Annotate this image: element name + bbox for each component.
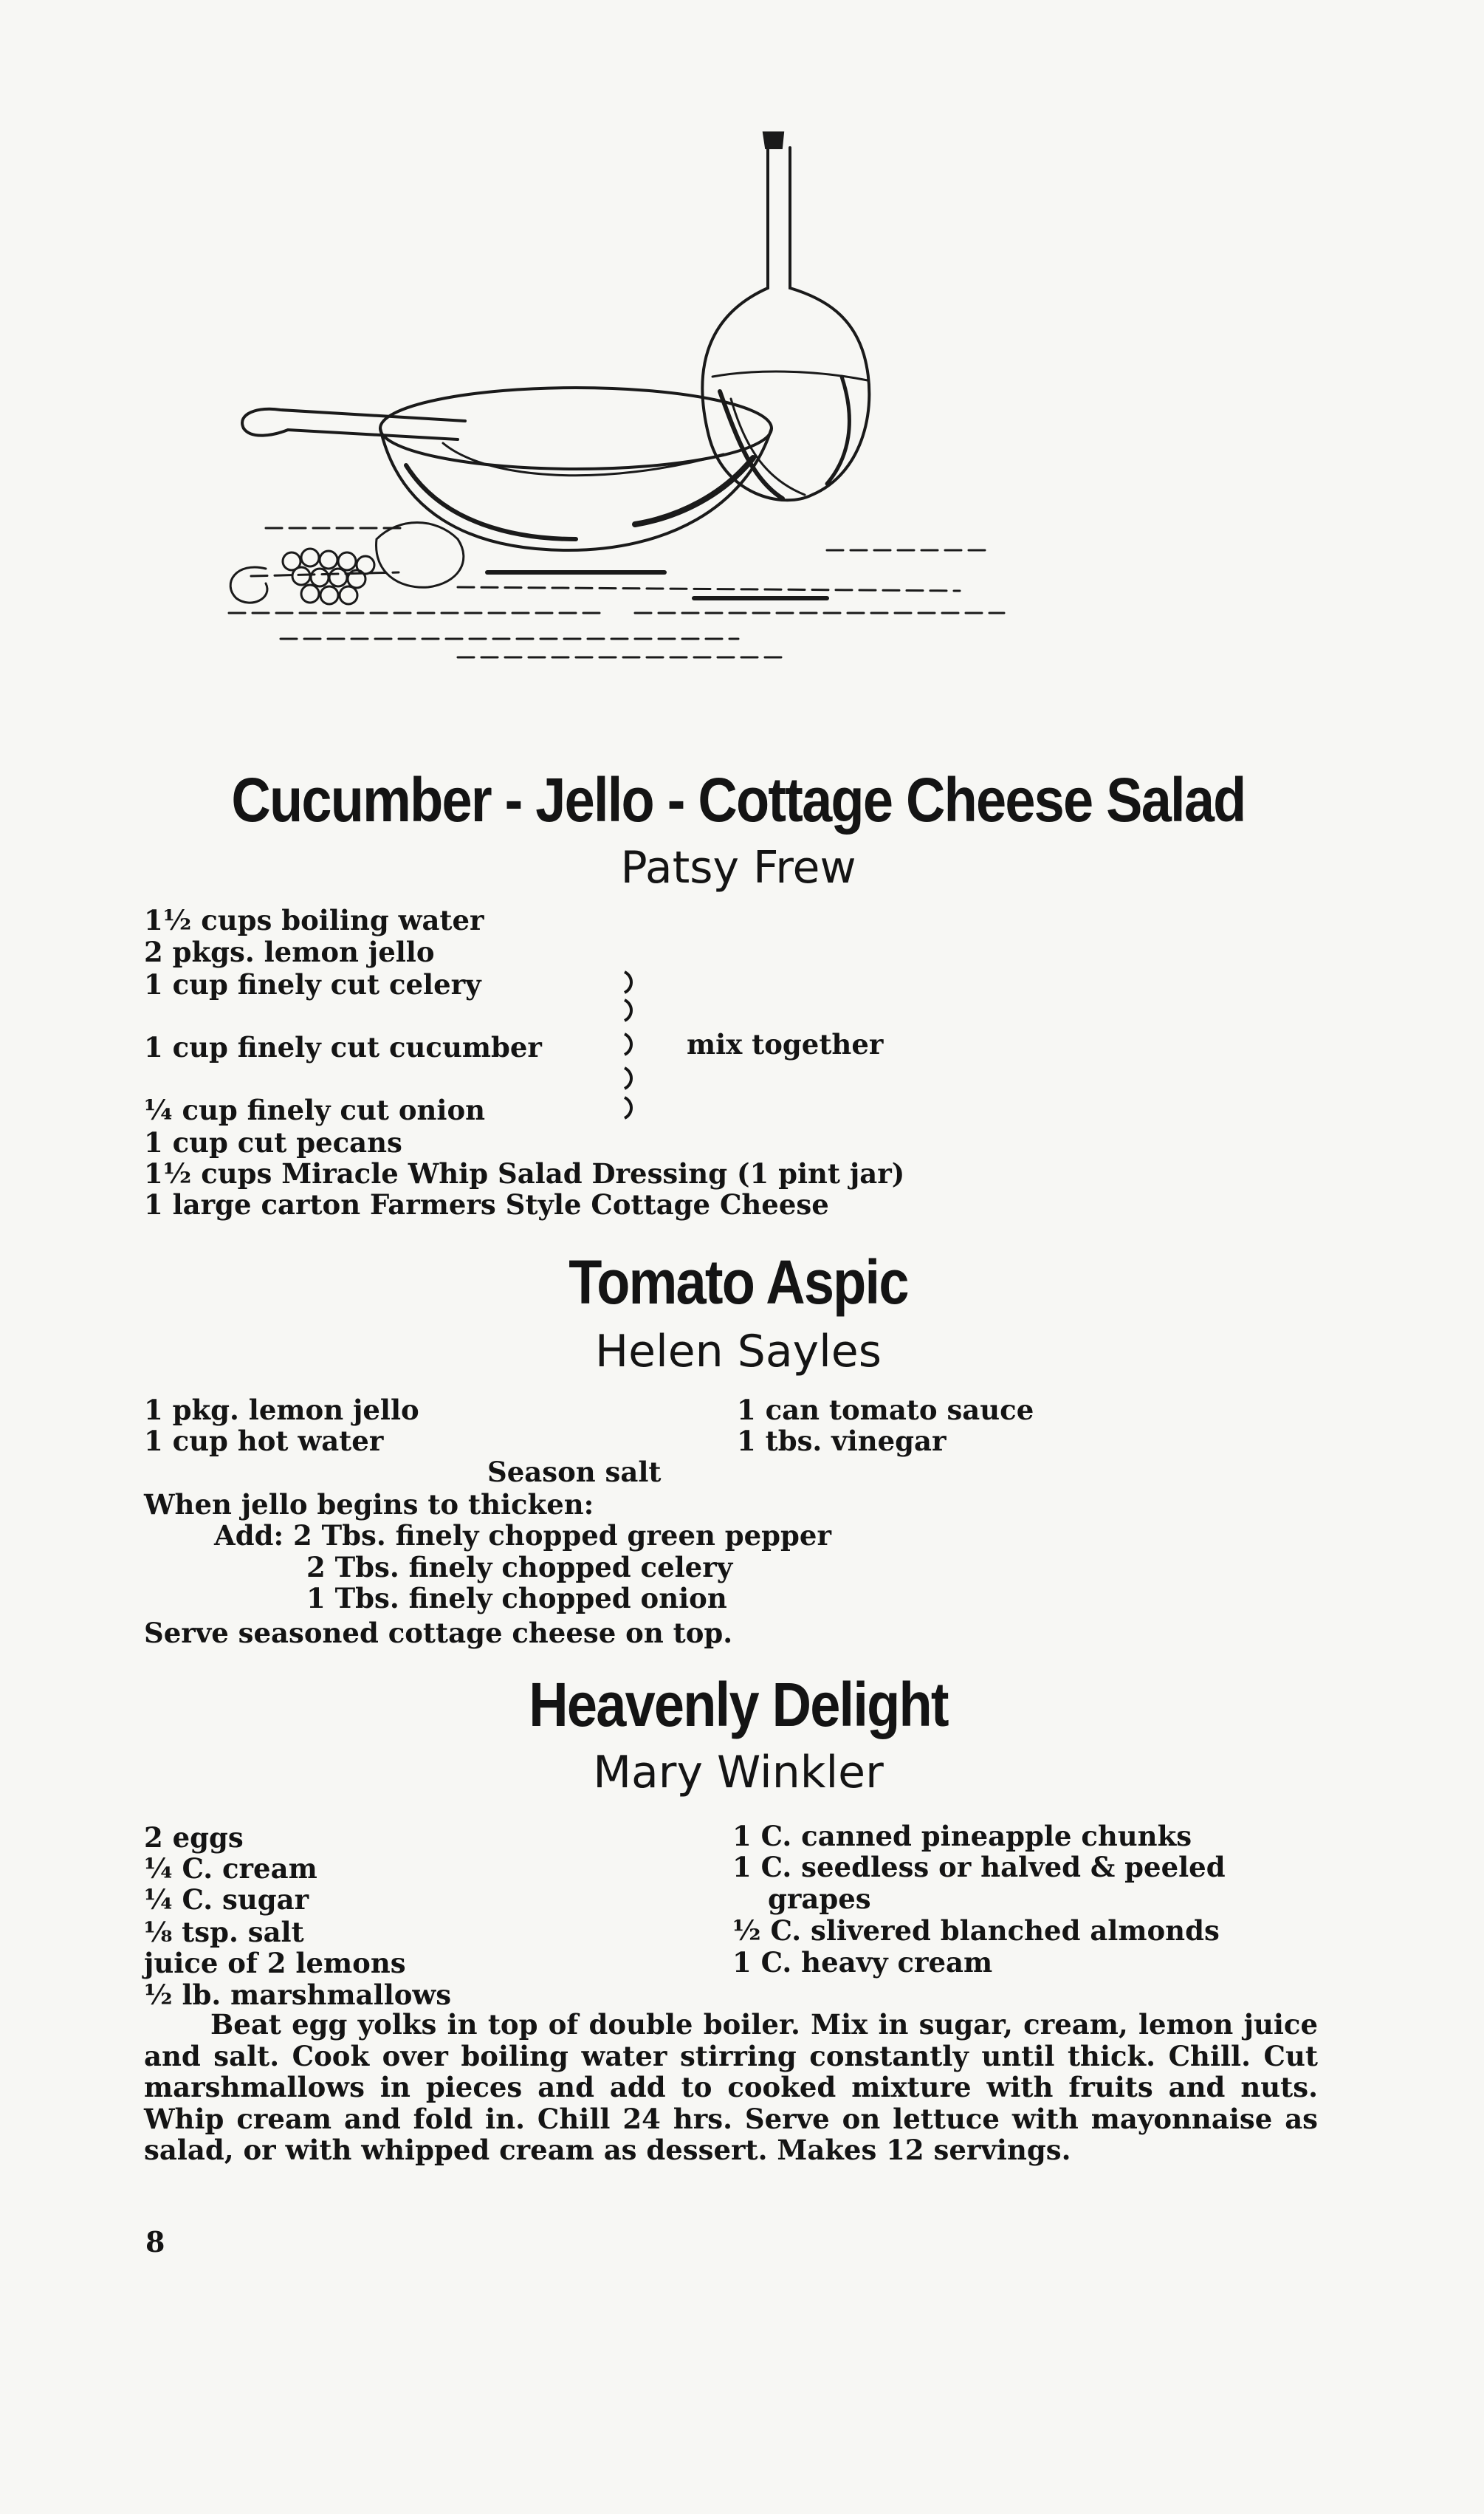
ingredient-line: 1 C. seedless or halved & peeled bbox=[732, 1851, 1226, 1883]
ingredient-line: 1 C. heavy cream bbox=[732, 1946, 993, 1979]
recipe-author: Helen Sayles bbox=[595, 1326, 882, 1377]
ingredient-line: juice of 2 lemons bbox=[144, 1947, 406, 1979]
instruction-line: When jello begins to thicken: bbox=[144, 1488, 594, 1521]
ingredient-line: ½ lb. marshmallows bbox=[144, 1979, 452, 2011]
bracket-note: mix together bbox=[687, 1028, 884, 1061]
grapes-icon bbox=[230, 523, 464, 605]
recipe-title: Cucumber - Jello - Cottage Cheese Salad bbox=[231, 765, 1246, 835]
directions-paragraph: Beat egg yolks in top of double boiler. Mix in sugar, cream, lemon juice and salt. Cook over boiling water stirring constantly until thick. Chill. Cut marshmallows in pieces and add to cooked mixture with fruits and nuts. Whip cream and fold in. Chill 24 hrs. Serve on lettuce with mayonnaise as salad, or with whipped cream as dessert. Makes 12 servings. bbox=[144, 2008, 1318, 2166]
ingredient-line: ¼ C. cream bbox=[144, 1852, 317, 1885]
ingredient-line: 2 pkgs. lemon jello bbox=[144, 936, 435, 968]
ingredient-line: grapes bbox=[768, 1883, 871, 1915]
ingredient-line: 1 tbs. vinegar bbox=[737, 1425, 947, 1457]
bottle-icon bbox=[702, 133, 869, 500]
ingredient-line: 1 C. canned pineapple chunks bbox=[732, 1820, 1192, 1852]
recipe-author: Mary Winkler bbox=[593, 1747, 884, 1798]
ingredient-line: ⅛ tsp. salt bbox=[144, 1916, 304, 1948]
ingredient-line: ¼ cup finely cut onion bbox=[144, 1094, 486, 1126]
kitchen-illustration bbox=[221, 126, 1019, 679]
ingredient-line: ½ C. slivered blanched almonds bbox=[732, 1914, 1220, 1947]
ingredient-line: 1 can tomato sauce bbox=[737, 1394, 1034, 1426]
table-shadow bbox=[487, 572, 827, 598]
ingredient-line: 1 large carton Farmers Style Cottage Cheese bbox=[144, 1188, 829, 1221]
recipe-title: Tomato Aspic bbox=[568, 1247, 908, 1317]
ingredient-line: 1 cup hot water bbox=[144, 1425, 384, 1457]
ingredient-line: 1½ cups Miracle Whip Salad Dressing (1 pint jar) bbox=[144, 1157, 905, 1190]
page-number: 8 bbox=[145, 2225, 165, 2258]
instruction-line: 2 Tbs. finely chopped celery bbox=[306, 1551, 733, 1583]
ingredient-line: 1 cup finely cut celery bbox=[144, 968, 481, 1001]
instruction-line: Add: 2 Tbs. finely chopped green pepper bbox=[214, 1519, 831, 1552]
ingredient-line: 1 cup cut pecans bbox=[144, 1126, 402, 1159]
instruction-line: 1 Tbs. finely chopped onion bbox=[306, 1582, 727, 1614]
recipe-author: Patsy Frew bbox=[620, 842, 856, 894]
recipe-title: Heavenly Delight bbox=[529, 1670, 948, 1739]
ingredient-line: 1½ cups boiling water bbox=[144, 904, 484, 936]
ingredient-line: 1 cup finely cut cucumber bbox=[144, 1031, 542, 1064]
season-line: Season salt bbox=[487, 1456, 662, 1488]
instruction-line: Serve seasoned cottage cheese on top. bbox=[144, 1617, 733, 1649]
spoon-icon bbox=[242, 409, 465, 439]
ingredient-line: ¼ C. sugar bbox=[144, 1883, 309, 1916]
bracket-marks bbox=[620, 966, 642, 1128]
ingredient-line: 2 eggs bbox=[144, 1821, 244, 1854]
ingredient-line: 1 pkg. lemon jello bbox=[144, 1394, 419, 1426]
